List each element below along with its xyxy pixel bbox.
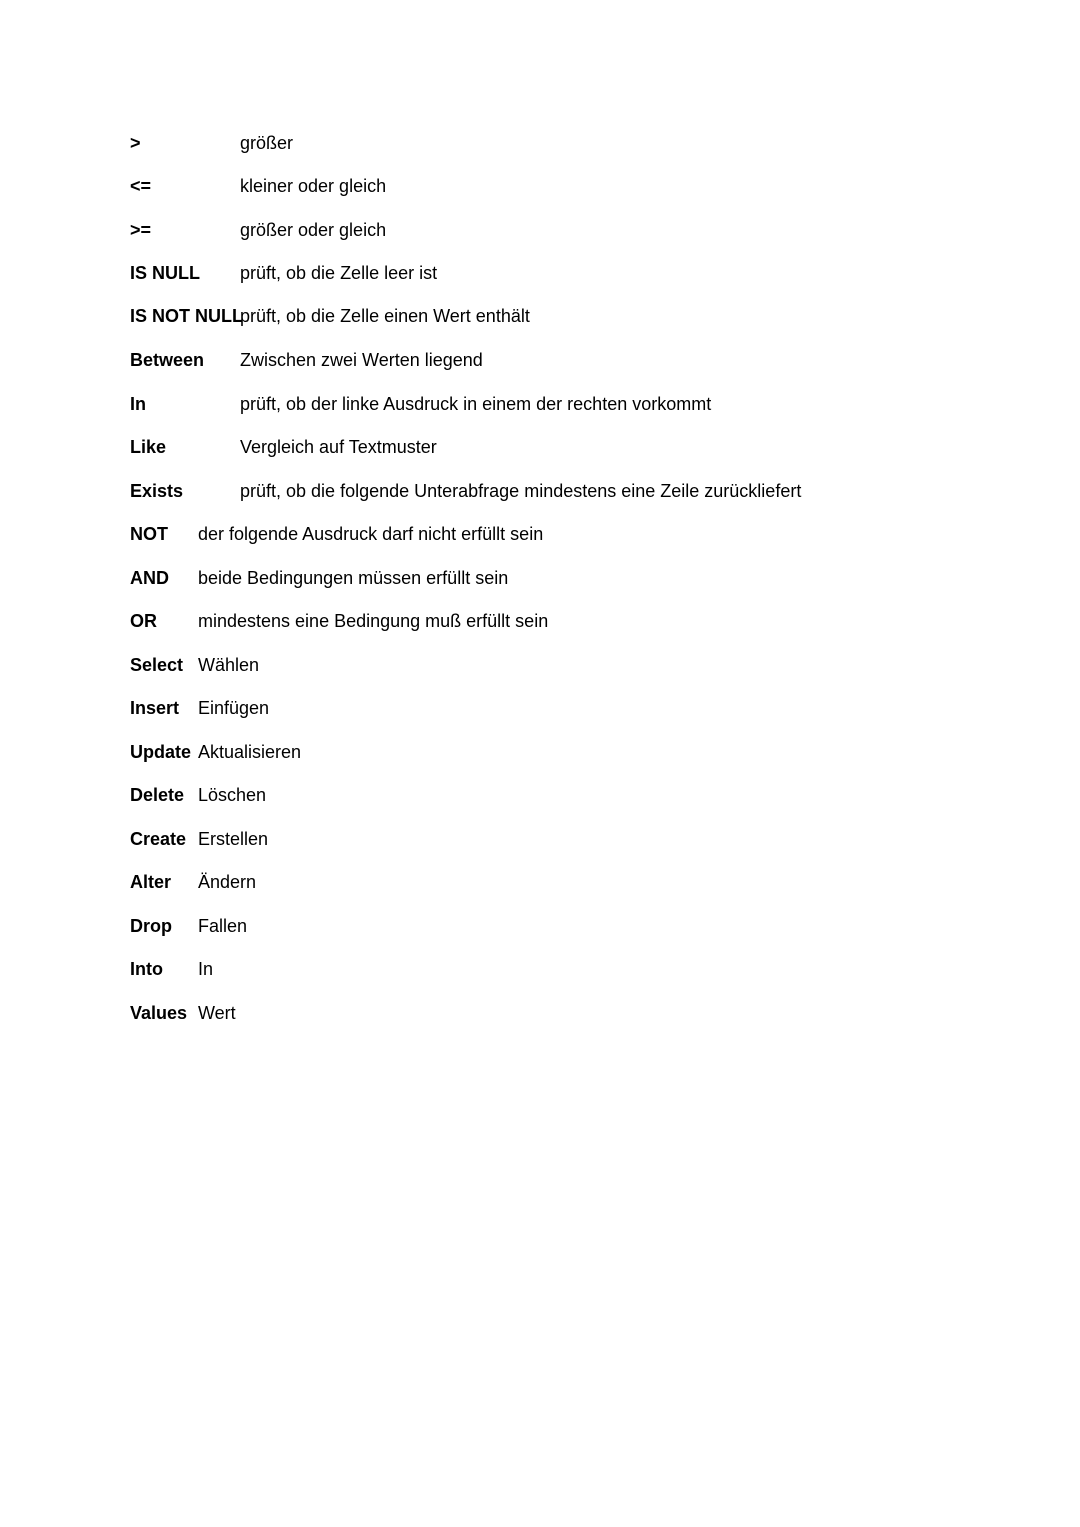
glossary-term: > — [130, 133, 141, 153]
glossary-description: In — [198, 959, 214, 979]
glossary-description: Erstellen — [198, 829, 269, 849]
glossary-description: Wert — [198, 1003, 236, 1023]
glossary-description: beide Bedingungen müssen erfüllt sein — [198, 568, 509, 588]
glossary-description: prüft, ob der linke Ausdruck in einem der rechten vorkommt — [240, 394, 712, 414]
glossary-term: In — [130, 394, 146, 414]
glossary-term: IS NOT NULL — [130, 306, 243, 326]
glossary-term: Delete — [130, 785, 185, 805]
glossary-term: Exists — [130, 481, 184, 501]
glossary-description: prüft, ob die Zelle leer ist — [240, 263, 438, 283]
glossary-description: Fallen — [198, 916, 248, 936]
glossary-term: Like — [130, 437, 167, 457]
glossary-term: OR — [130, 611, 157, 631]
glossary-term: AND — [130, 568, 169, 588]
glossary-description: Vergleich auf Textmuster — [240, 437, 437, 457]
glossary-description: Einfügen — [198, 698, 270, 718]
glossary-term: Insert — [130, 698, 180, 718]
glossary-description: Wählen — [198, 655, 260, 675]
glossary-description: prüft, ob die Zelle einen Wert enthält — [240, 306, 530, 326]
glossary-description: mindestens eine Bedingung muß erfüllt sein — [198, 611, 549, 631]
glossary-term: Select — [130, 655, 184, 675]
glossary-term: Alter — [130, 872, 172, 892]
glossary-description: prüft, ob die folgende Unterabfrage mindestens eine Zeile zurückliefert — [240, 481, 802, 501]
glossary-description: Zwischen zwei Werten liegend — [240, 350, 483, 370]
glossary-term: NOT — [130, 524, 168, 544]
glossary-term: <= — [130, 176, 152, 196]
glossary-term: Values — [130, 1003, 188, 1023]
glossary-description: kleiner oder gleich — [240, 176, 387, 196]
glossary-term: >= — [130, 220, 152, 240]
glossary-term: Into — [130, 959, 163, 979]
glossary-description: Aktualisieren — [198, 742, 302, 762]
glossary-term: Create — [130, 829, 187, 849]
glossary-description: größer — [240, 133, 294, 153]
glossary-term: Between — [130, 350, 205, 370]
glossary-term: Drop — [130, 916, 172, 936]
glossary-term: IS NULL — [130, 263, 200, 283]
glossary-description: Löschen — [198, 785, 267, 805]
glossary-description: Ändern — [198, 872, 257, 892]
glossary-term: Update — [130, 742, 192, 762]
glossary-description: der folgende Ausdruck darf nicht erfüllt sein — [198, 524, 544, 544]
glossary-description: größer oder gleich — [240, 220, 387, 240]
